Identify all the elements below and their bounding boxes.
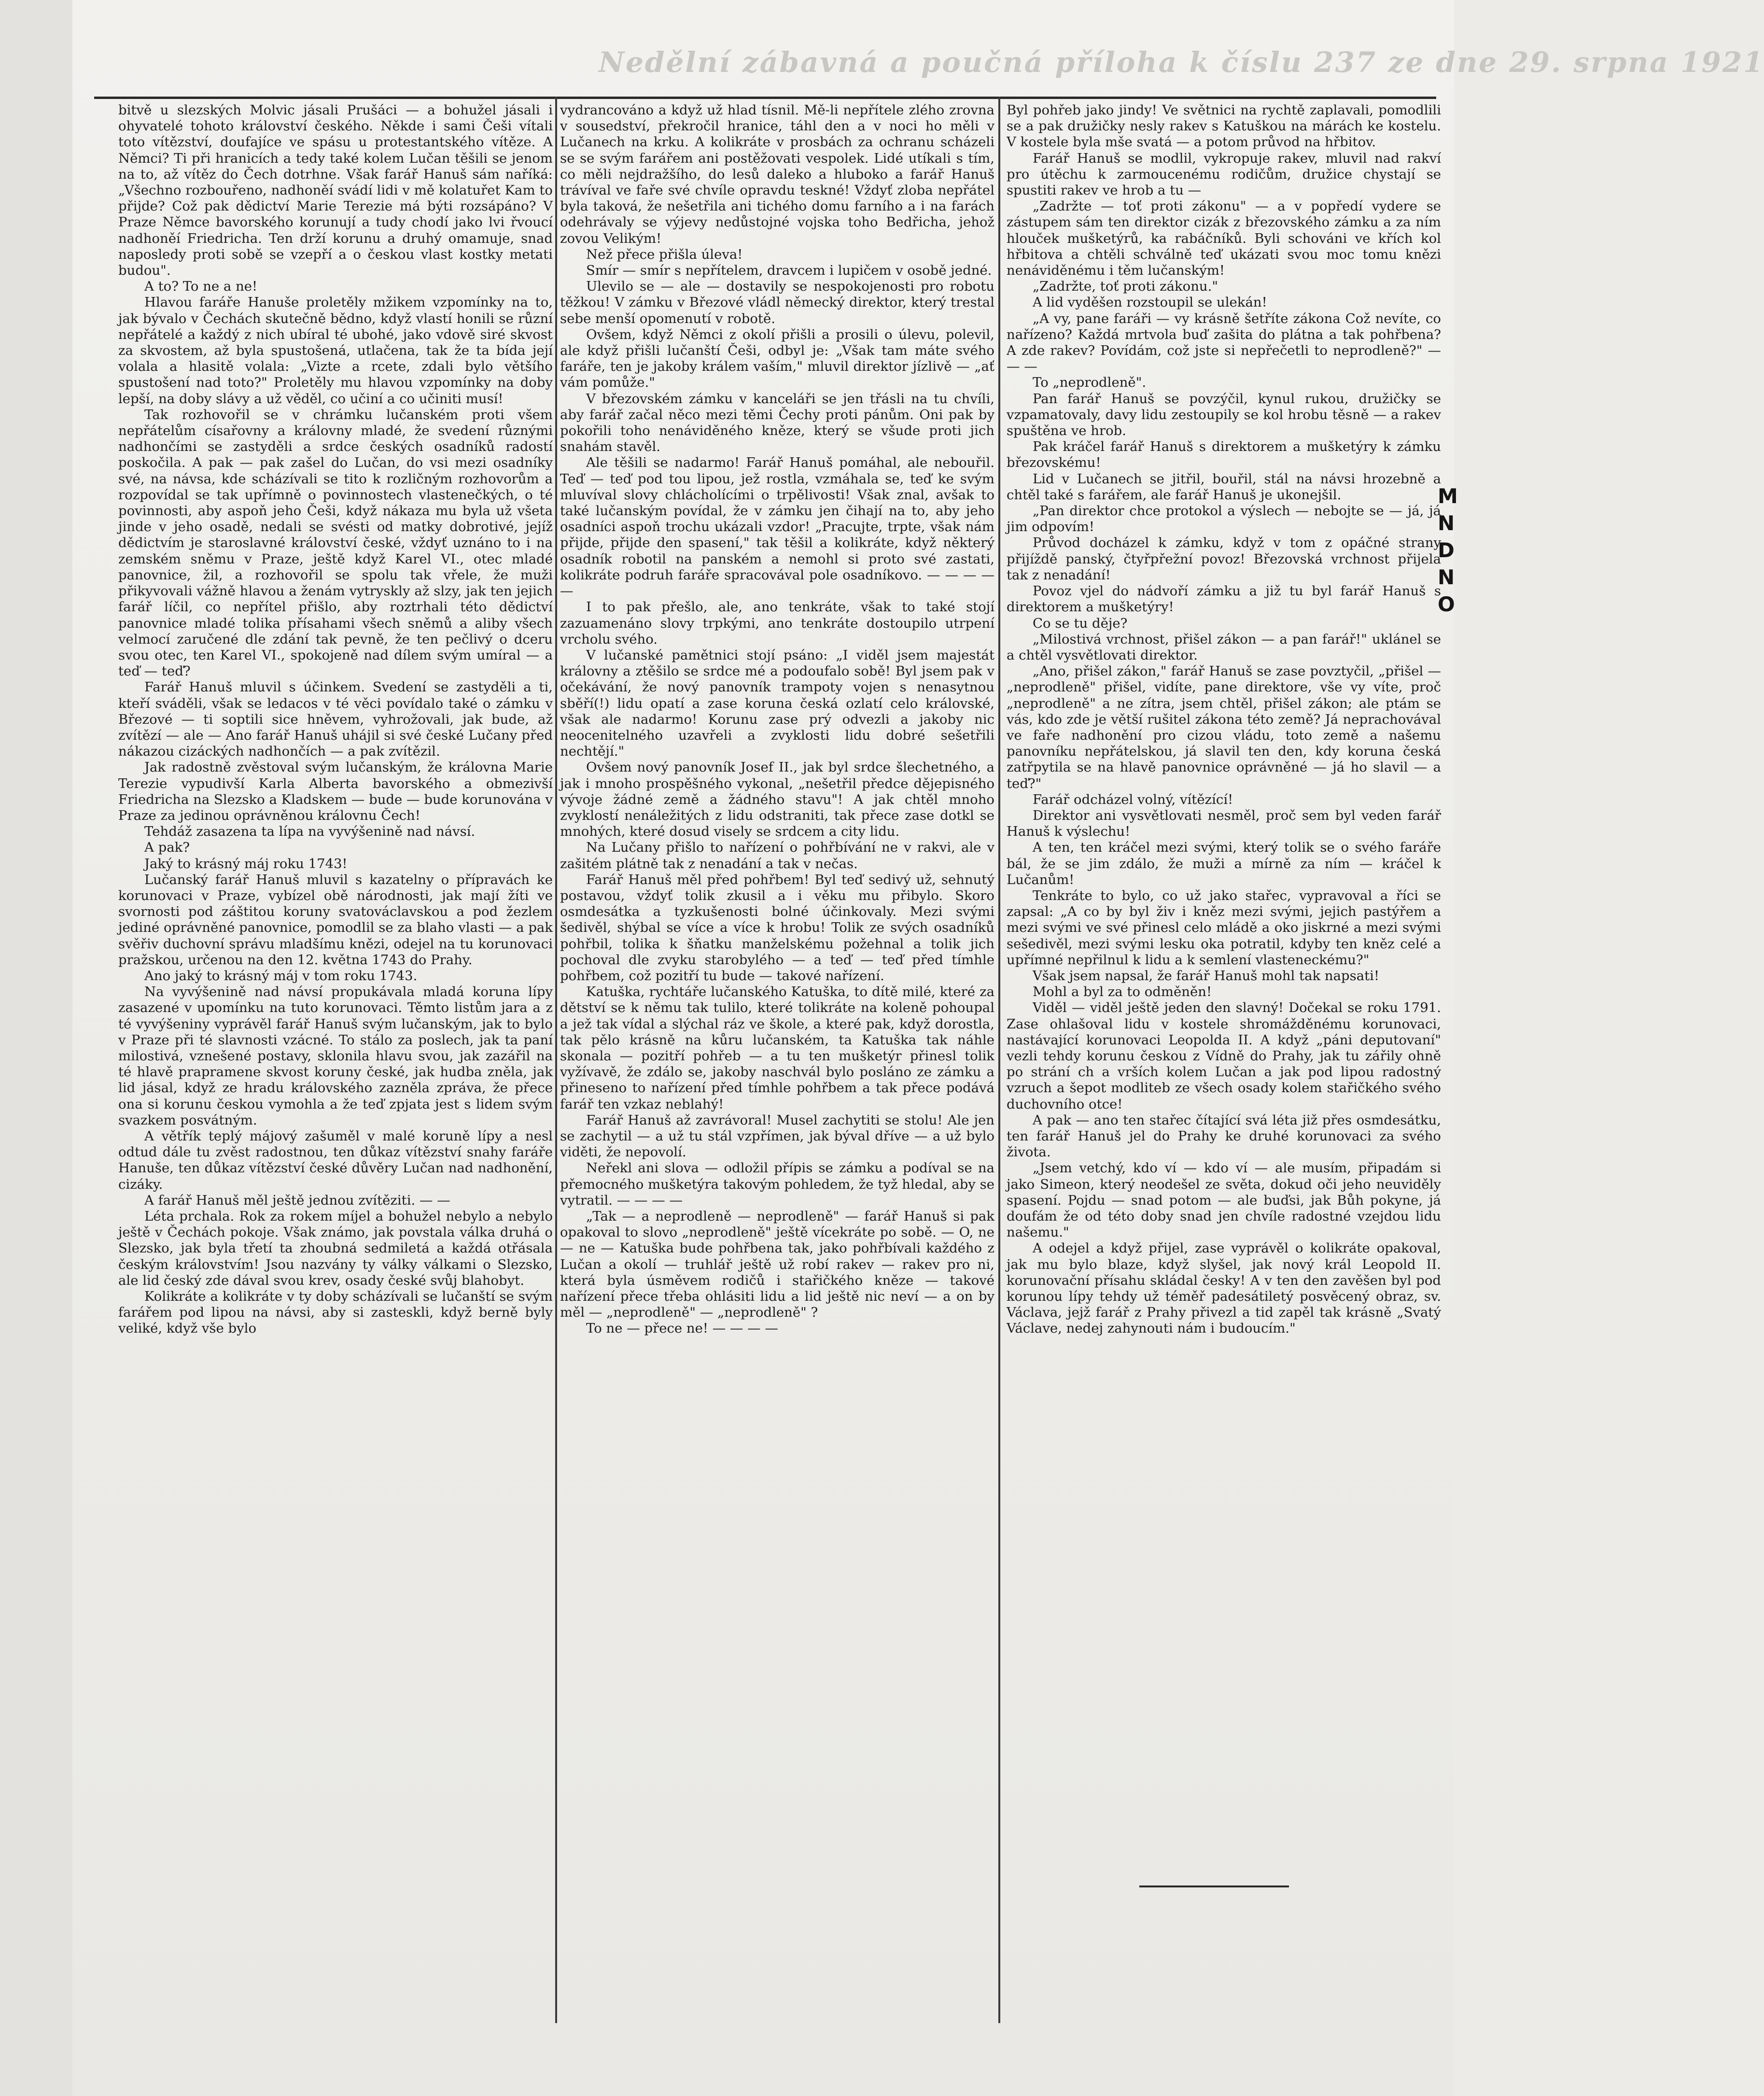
paragraph: Kolikráte a kolikráte v ty doby scházívali se lučanští se svým farářem pod lipou na návsi, aby si zasteskli, když berně byly veliké, když vše bylo — [118, 1289, 553, 1336]
paragraph: Jak radostně zvěstoval svým lučanským, že královna Marie Terezie vypudivší Karla Alberta bavorského a obmezivší Friedricha na Slezsko a Kladskem — bude — bude korunována v Praze za jedinou oprávněnou královnu Čech! — [118, 760, 553, 823]
bleed-through-masthead: Nedělní zábavná a poučná příloha k číslu 237 ze dne 29. srpna 1921 — [599, 46, 1764, 79]
paragraph: Farář Hanuš se modlil, vykropuje rakev, mluvil nad rakví pro útěchu k zarmoucenému rodičům, družice chystají se spustiti rakev ve hrob a tu — — [1007, 150, 1441, 198]
paragraph: I to pak přešlo, ale, ano tenkráte, však to také stojí zazuamenáno slovy trpkými, ano tenkráte dostoupilo utrpení vrcholu svého. — [560, 599, 994, 647]
paragraph: A to? To ne a ne! — [144, 279, 258, 295]
paragraph: A farář Hanuš měl ještě jednou zvítěziti. — — — [144, 1192, 450, 1208]
paragraph: Viděl — viděl ještě jeden den slavný! Dočekal se roku 1791. Zase ohlašoval lidu v kostele shromážděnému korunovaci, nastávající korunovaci Leopolda II. A když „páni deputovaní" vezli tehdy korunu českou z Vídně do Prahy, jak tu zářily ohně po strání ch a vrších kolem Lučan a jak pod lipou radostný vzruch a šepot modliteb ze všech osady kolem stařičkého svého duchovního otce! — [1007, 1000, 1441, 1112]
column-2 — [560, 102, 994, 2024]
paragraph: Smír — smír s nepřítelem, dravcem i lupičem v osobě jedné. — [586, 263, 992, 279]
article-end-rule — [1139, 1885, 1289, 1887]
paragraph: A větřík teplý májový zašuměl v malé koruně lípy a nesl odtud dále tu zvěst radostnou, ten důkaz vítězství snahy faráře Hanuše, ten důkaz vítězství české důvěry Lučan nad nadhonění, cizáky. — [118, 1128, 553, 1192]
paragraph: vydrancováno a když už hlad tísnil. Mě-li nepřítele zlého zrovna v sousedství, překročil hranice, táhl den a v noci ho měli v Lučanech na krku. A kolikráte v prosbách za ochranu scházeli se se svým farářem ani postěžovati vespolek. Lidé utíkali s tím, co měli nejdražšího, do lesů daleko a hluboko a farář Hanuš trávíval ve faře své chvíle opravdu teskné! Vždyť zloba nepřátel byla taková, že nešetřila ani tichého domu farního a i na farách odehrávaly se výjevy nedůstojné vojska toho Bedřicha, jehož zovou Velikým! — [560, 102, 994, 246]
paragraph: Lid v Lučanech se jitřil, bouřil, stál na návsi hrozebně a chtěl také s farářem, ale farář Hanuš je ukonejšil. — [1007, 471, 1441, 503]
paragraph: Tehdáž zasazena ta lípa na vyvýšenině nad návsí. — [144, 824, 476, 840]
paragraph: Neřekl ani slova — odložil přípis se zámku a podíval se na přemocného mušketýra takovým pohledem, že tyž hledal, aby se vytratil. — — — — — [560, 1160, 994, 1208]
page-margin — [0, 0, 72, 2096]
paragraph: „Zadržte — toť proti zákonu" — a v popředí vydere se zástupem sám ten direktor cizák z březovského zámku a za ním hlouček mušketýrů, ka rabáčníků. Byli schováni ve křích kol hřbitova a chtěli schválně teď ukázati svou moc tomu knězi nenáviděnému i těm lučanským! — [1007, 198, 1441, 279]
paragraph: A odejel a když přijel, zase vyprávěl o kolikráte opakoval, jak mu bylo blaze, když slyšel, jak nový král Leopold II. korunovační přísahu skládal česky! A v ten den zavěšen byl pod korunou lípy tehdy už téměř padesátiletý posvěcený obraz, sv. Václava, jejž farář z Prahy přivezl a tid zapěl tak krásně „Svatý Václave, nedej zahynouti nám i budoucím." — [1007, 1240, 1441, 1336]
column-divider-2 — [998, 97, 1000, 2023]
paragraph: „Jsem vetchý, kdo ví — kdo ví — ale musím, připadám si jako Simeon, který neodešel ze světa, dokud oči jeho neuviděly spasení. Pojdu — snad potom — ale buďsi, jak Bůh pokyne, já doufám že od této doby snad jen chvíle radostné vzejdou lidu našemu." — [1007, 1160, 1441, 1240]
paragraph: Farář odcházel volný, vítězící! — [1033, 791, 1233, 807]
column-1 — [118, 102, 553, 2024]
paragraph: Na Lučany přišlo to nařízení o pohřbívání ne v rakvi, ale v zašitém plátně tak z nenadání a tak v nečas. — [560, 840, 994, 872]
paragraph: Mohl a byl za to odměněn! — [1033, 984, 1212, 1000]
paragraph: Farář Hanuš měl před pohřbem! Byl teď sedivý už, sehnutý postavou, vždyť tolik zkusil a i věku mu přibylo. Skoro osmdesátka a tyzkušenosti bolné účinkovaly. Mezi svými šedivěl, shýbal se více a více k hrobu! Tolik ze svých osadníků pohřbil, tolika k šňatku manželskému požehnal a tolik jich pochoval dle zvyku starobylého — a teď — teď před tímhle pohřbem, což pozitří tu bude — takové nařízení. — [560, 872, 994, 984]
paragraph: „Ano, přišel zákon," farář Hanuš se zase povztyčil, „přišel — „neprodleně" přišel, vidíte, pane direktore, vše vy víte, proč „neprodleně" a ne zítra, jsem chtěl, přišel zákon; ale ptám se vás, kdo zde je větší rušitel zákona této země? Já neprachovával ve faře nadhonění pro cizou vládu, toto země a našemu panovníku nepřátelskou, já slavil ten den, kdy koruna česká zatřpytila se na hlavě panovnice oprávněné — já ho slavil — a teď?" — [1007, 663, 1441, 791]
paragraph: Ale těšili se nadarmo! Farář Hanuš pomáhal, ale nebouřil. Teď — teď pod tou lipou, jež rostla, vzmáhala se, teď ke svým mluvíval slovy chlácholícími o trpělivosti! Však znal, avšak to také lučanským povídal, že v zámku jen čihají na to, aby jeho osadníci aspoň trochu ukázali vzdor! „Pracujte, trpte, však nám přijde, přijde den spasení," tak těšil a kolikráte, když některý osadník robotil na panském a nemohl si proto své zastati, kolikráte podruh faráře spracovával pole osadníkovo. — — — — — — [560, 455, 994, 599]
paragraph: Léta prchala. Rok za rokem míjel a bohužel nebylo a nebylo ještě v Čechách pokoje. Však známo, jak povstala válka druhá o Slezsko, jak byla třetí ta zhoubná sedmiletá a každá otřásala českým královstvím! Jsou nazvány ty války válkami o Slezsko, ale lid český zde dával svou krev, osady české svůj blahobyt. — [118, 1209, 553, 1288]
paragraph: Katuška, rychtáře lučanského Katuška, to dítě milé, které za dětství se k němu tak tulilo, které tolikráte na koleně pohoupal a jež tak vídal a slýchal ráz ve škole, a které pak, když dorostla, tak pělo krásně na kůru lučanském, ta Katuška tak náhle skonala — pozitří pohřeb — a tu ten mušketýr přinesl tolik vyžívavě, že zdálo se, jakoby naschvál bylo posláno ze zámku a přineseno to nařízení před tímhle pohřbem a tak přece podává farář ten vzkaz neblahý! — [560, 984, 994, 1112]
paragraph: „Milostivá vrchnost, přišel zákon — a pan farář!" uklánel se a chtěl vysvětlovati direktor. — [1007, 631, 1441, 663]
column-3 — [1007, 102, 1441, 2024]
paragraph: „Tak — a neprodleně — neprodleně" — farář Hanuš si pak opakoval to slovo „neprodleně" ještě vícekráte po sobě. — O, ne — ne — Katuška bude pohřbena tak, jako pohřbívali každého z Lučan a okolí — truhlář ještě už robí rakev — rakev pro ni, která byla úsměvem rodičů i stařičkého kněze — takové nařízení přece třeba ohlásiti lidu a lid ještě nic neví — a on by měl — „neprodleně" — „neprodleně" ? — [560, 1209, 994, 1321]
paragraph: Ulevilo se — ale — dostavily se nespokojenosti pro robotu těžkou! V zámku v Březové vládl německý direktor, který trestal sebe menší opomenutí v robotě. — [560, 279, 994, 326]
paragraph: bitvě u slezských Molvic jásali Prušáci — a bohužel jásali i ohyvatelé tohoto království českého. Někde i sami Češi vítali toto vítězství, doufajíce ve spásu u protestantského vítěze. A Němci? Ti při hranicích a tedy také kolem Lučan těšili se jenom na to, až vítěz do Čech dotrhne. Však farář Hanuš sám naříká: „Všechno rozbouřeno, nadhoněí svádí lidi v mě kolatuřet Kam to přijde? Což pak dědictví Marie Terezie má býti rozsápáno? V Praze Němce bavorského korunují a tudy chodí jako lvi řvoucí nadhoněí Friedricha. Ten drží korunu a druhý omamuje, snad naposledy proti sobě se vzepří a o českou vlast kostky metati budou". — [118, 102, 553, 279]
paragraph: A pak? — [144, 840, 190, 856]
paragraph: Na vyvýšenině nad návsí propukávala mladá koruna lípy zasazené v upomínku na tuto korunovaci. Těmto listům jara a z té vyvýšeniny vyprávěl farář Hanuš svým lučanským, jak to bylo v Praze při té slavnosti vzácné. To stálo za poslech, jak ta paní milostivá, vznešené postavy, sklonila hlavu svou, jak zazářil na té hlavě prapramene skvost koruny české, jak hudba zněla, jak lid jásal, když ze hradu královského zazněla zpráva, že přece ona si korunu českou vymohla a že teď zpjata jest s lidem svým svazkem posvátným. — [118, 984, 553, 1128]
paragraph: V březovském zámku v kanceláři se jen třásli na tu chvíli, aby farář začal něco mezi těmi Čechy proti pánům. Oni pak by pokořili toho nenáviděného kněze, který se všude proti jich snahám stavěl. — [560, 391, 994, 455]
top-rule — [94, 97, 1436, 99]
paragraph: „Pan direktor chce protokol a výslech — nebojte se — já, já jim odpovím! — [1007, 503, 1441, 535]
paragraph: Direktor ani vysvětlovati nesměl, proč sem byl veden farář Hanuš k výslechu! — [1007, 807, 1441, 840]
paragraph: Pan farář Hanuš se povzýčil, kynul rukou, družičky se vzpamatovaly, davy lidu zestoupily se kol hrobu těsně — a rakev spuštěna ve hrob. — [1007, 391, 1441, 439]
paragraph: To „neprodleně". — [1033, 375, 1147, 391]
paragraph: Co se tu děje? — [1033, 615, 1128, 631]
paragraph: Jaký to krásný máj roku 1743! — [144, 856, 348, 872]
paragraph: Hlavou faráře Hanuše proletěly mžikem vzpomínky na to, jak bývalo v Čechách skutečně bědno, když vlastí honili se různí nepřátelé a každý z nich ubíral té ubohé, jako vdově siré skvost za skvostem, až byla spustošená, utlačena, tak že ta bída její volala a hlasitě volala: „Vizte a rcete, zdali bylo většího spustošení nad toto?" Proletěly mu hlavou vzpomínky na doby lepší, na doby slávy a už věděl, co učiní a co učiniti musí! — [118, 295, 553, 407]
paragraph: Však jsem napsal, že farář Hanuš mohl tak napsati! — [1033, 968, 1380, 984]
paragraph: Než přece přišla úleva! — [586, 246, 743, 262]
paragraph: Ovšem, když Němci z okolí přišli a prosili o úlevu, polevil, ale když přišli lučanští Češi, odbyl je: „Však tam máte svého faráře, ten je jakoby králem vaším," mluvil direktor jízlivě — „ať vám pomůže." — [560, 326, 994, 391]
paragraph: A lid vyděšen rozstoupil se ulekán! — [1033, 295, 1267, 310]
paragraph: A ten, ten kráčel mezi svými, který tolik se o svého faráře bál, že se jim zdálo, že muži a mírně za ním — kráčel k Lučanům! — [1007, 840, 1441, 887]
paragraph: V lučanské pamětnici stojí psáno: „I viděl jsem majestát královny a ztěšilo se srdce mé a podoufalo sobě! Byl jsem pak v očekávání, že nový panovník trampoty vojen s nenasytnou sběří(!) lidu opatí a zase koruna česká ozlatí celo královské, však ale nadarmo! Korunu zase prý odvezli a jakoby nic neocenitelného uzavřeli a zvyklosti lidu dobré sešetřili nechtějí." — [560, 647, 994, 760]
paragraph: „Zadržte, toť proti zákonu." — [1033, 279, 1218, 295]
paragraph: To ne — přece ne! — — — — — [586, 1321, 778, 1336]
paragraph: Povoz vjel do nádvoří zámku a již tu byl farář Hanuš s direktorem a mušketýry! — [1007, 583, 1441, 615]
paragraph: Farář Hanuš mluvil s účinkem. Svedení se zastyděli a ti, kteří sváděli, však se ledacos v té věci povídalo také o zámku v Březové — ti soptili sice hněvem, vyhrožovali, jak bude, až zvítězí — ale — Ano farář Hanuš uhájil si své české Lučany před nákazou cizáckých nadhončích — a pak zvítězil. — [118, 679, 553, 760]
paragraph: „A vy, pane faráři — vy krásně šetříte zákona Což nevíte, co nařízeno? Každá mrtvola buď zašita do plátna a tak pohřbena? A zde rakev? Povídám, což jste si nepřečetli to neprodleně?" — — — — [1007, 310, 1441, 375]
column-divider-1 — [555, 97, 557, 2023]
paragraph: Ano jaký to krásný máj v tom roku 1743. — [144, 968, 418, 984]
paragraph: Farář Hanuš až zavrávoral! Musel zachytiti se stolu! Ale jen se zachytil — a už tu stál vzpřímen, jak býval dříve — a už bylo viděti, že nepovolí. — [560, 1112, 994, 1160]
paragraph: Tak rozhovořil se v chrámku lučanském proti všem nepřátelům císařovny a královny mladé, že svedení různými nadhončími se zastyděli a srdce českých osadníků radostí poskočila. A pak — pak zašel do Lučan, do vsi mezi osadníky své, na návsa, kde scházívali se tito k rozličným rozhovorům a rozpovídal se tak upřímně o povinnostech vlastenečkých, o té povinnosti, aby aspoň jeho Češi, když nákaza mu byla už všeta jinde v jeho osadě, nedali se svésti od matky dobrotivé, jejíž dědictvím je staroslavné království české, vždyť uznáno to i na zemském sněmu v Praze, ještě když Karel VI., otec mladé panovnice, žil, a rozhovořil se spolu tak vřele, že muži přikyvovali vážně hlavou a ženám vytryskly až slzy, jak ten jejich farář líčil, co nepřítel přišlo, aby roztrhali této dědictví panovnice mladé tolika přísahami všech sněmů a aliby všech velmocí zaručené dle zdání tak pevně, že ten pečlivý o dceru svou otec, ten Karel VI., spokojeně nad dílem svým umíral — a teď — teď? — [118, 407, 553, 679]
paragraph: Ovšem nový panovník Josef II., jak byl srdce šlechetného, a jak i mnoho prospěšného vykonal, „nešetřil předce dějepisného vývoje žádné země a žádného stavu"! A jak chtěl mnoho zvyklostí nenáležitých z lidu odstraniti, tak přece zase dotkl se mnohých, které dosud visely se srdcem a city lidu. — [560, 760, 994, 840]
paragraph: Průvod docházel k zámku, když v tom z opáčné strany přijíždě panský, čtyřpřežní povoz! Březovská vrchnost přijela tak z nenadání! — [1007, 535, 1441, 583]
adjacent-page-fragment: M N D N O — [1438, 484, 1458, 616]
paragraph: Byl pohřeb jako jindy! Ve světnici na rychtě zaplavali, pomodlili se a pak družičky nesly rakev s Katuškou na márách ke kostelu. V kostele byla mše svatá — a potom průvod na hřbitov. — [1007, 102, 1441, 150]
paragraph: Lučanský farář Hanuš mluvil s kazatelny o přípravách ke korunovaci v Praze, vybízel obě národnosti, jak mají žíti ve svornosti pod záštitou koruny svatováclavskou a pod žezlem jediné oprávněné panovnice, pomodlil se za blaho vlasti — a pak svěřiv duchovní správu mladšímu knězi, odejel na tu korunovaci pražskou, určenou na den 12. května 1743 do Prahy. — [118, 872, 553, 968]
paragraph: Pak kráčel farář Hanuš s direktorem a mušketýry k zámku březovskému! — [1007, 439, 1441, 471]
paragraph: A pak — ano ten stařec čítající svá léta již přes osmdesátku, ten farář Hanuš jel do Prahy ke druhé korunovaci za svého života. — [1007, 1112, 1441, 1160]
paragraph: Tenkráte to bylo, co už jako stařec, vypravoval a říci se zapsal: „A co by byl živ i kněz mezi svými, jejich pastýřem a mezi svými ve své přinesl celo mládě a oko jiskrné a mezi svými sešedivěl, mezi svými lesku oka potratil, kdyby ten kněz celé a upřímné nepřilnul k lidu a k semlení vlasteneckému?" — [1007, 887, 1441, 968]
